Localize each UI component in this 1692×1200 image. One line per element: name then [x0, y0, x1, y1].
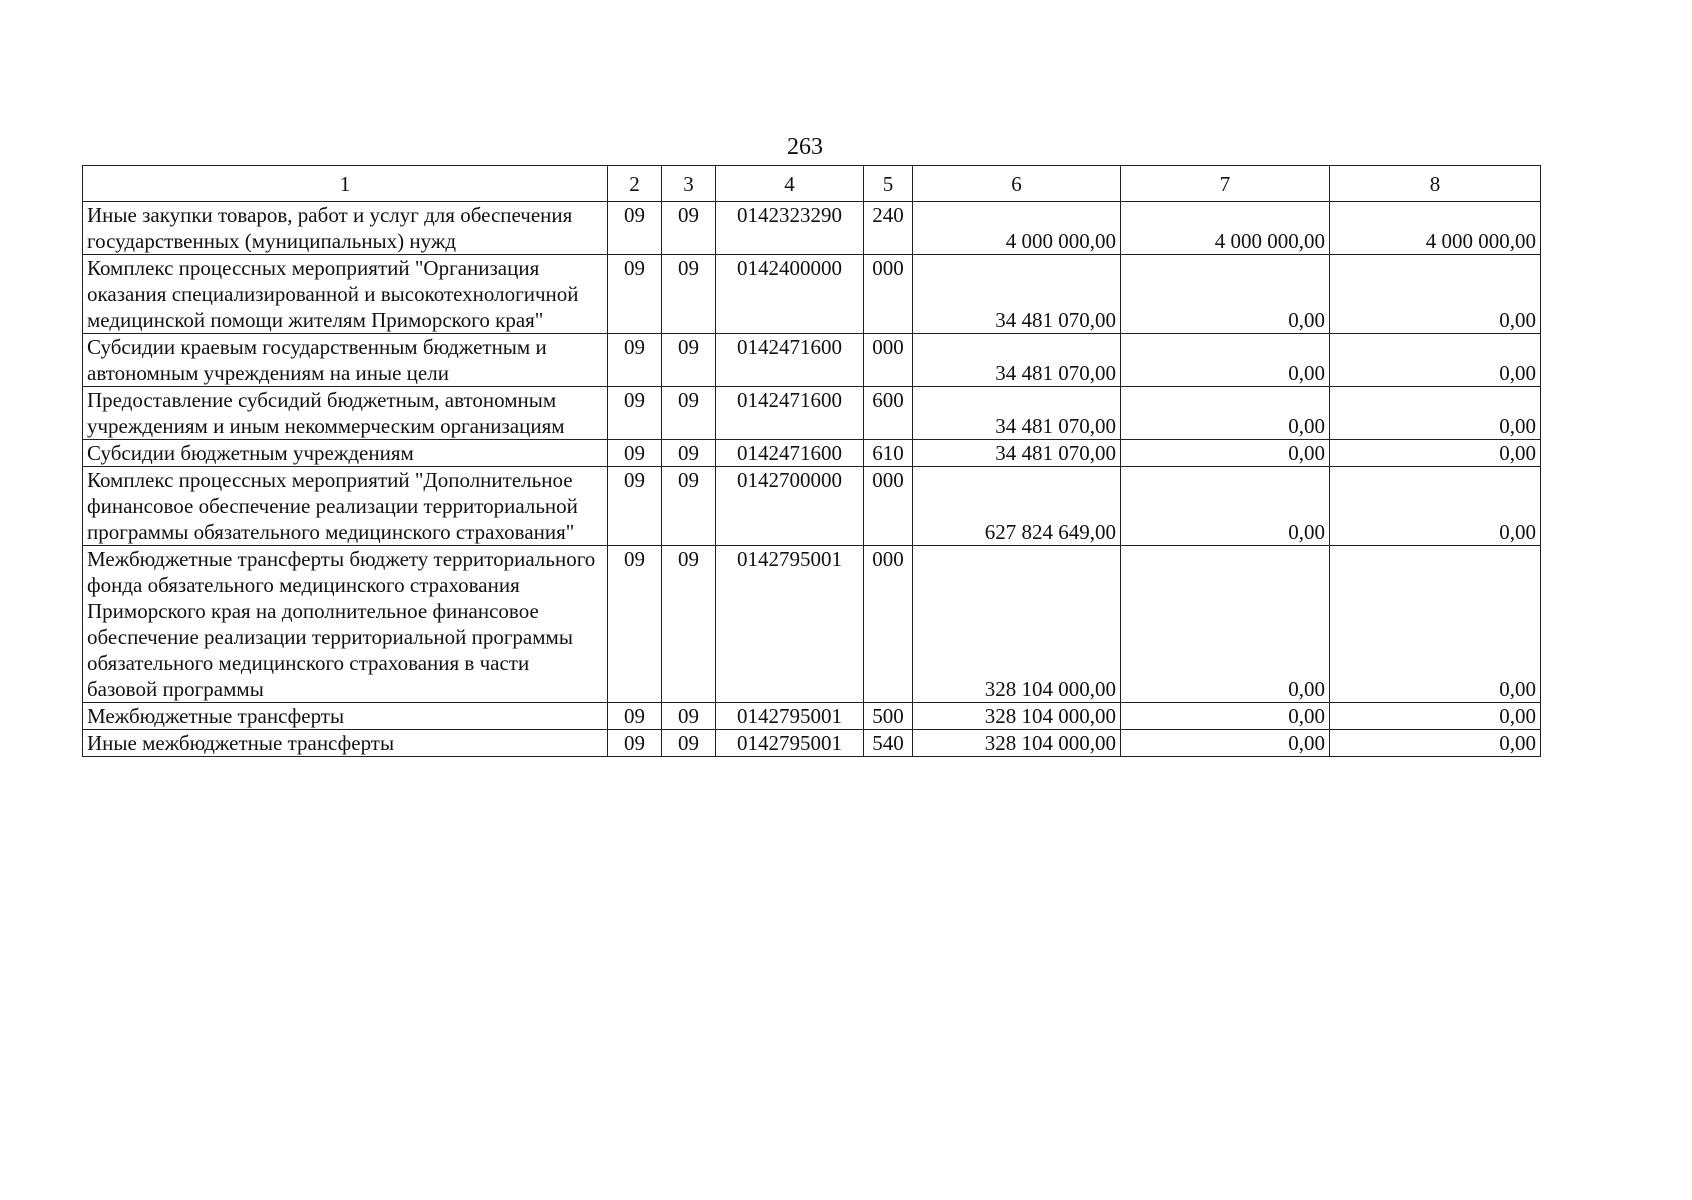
row-target-code: 0142400000 [716, 255, 864, 334]
table-row [83, 467, 1541, 546]
row-amount-col7: 4 000 000,00 [1121, 202, 1330, 255]
column-header: 3 [662, 166, 716, 202]
row-target-code: 0142471600 [716, 440, 864, 467]
row-subsection-code: 09 [662, 202, 716, 255]
row-subsection-code: 09 [662, 255, 716, 334]
row-subsection-code: 09 [662, 546, 716, 703]
row-target-code: 0142700000 [716, 467, 864, 546]
row-expense-type-code: 000 [864, 546, 913, 703]
row-amount-col7: 0,00 [1121, 440, 1330, 467]
row-name: Иные межбюджетные трансферты [83, 730, 608, 757]
table-header-row [83, 166, 1541, 202]
table-row [83, 255, 1541, 334]
row-target-code: 0142795001 [716, 730, 864, 757]
column-header: 8 [1330, 166, 1541, 202]
row-amount-col6: 328 104 000,00 [913, 546, 1121, 703]
row-name: Предоставление субсидий бюджетным, автономным учреждениям и иным некоммерческим организациям [83, 387, 608, 440]
row-amount-col6: 34 481 070,00 [913, 440, 1121, 467]
row-name: Комплекс процессных мероприятий "Дополнительное финансовое обеспечение реализации территориальной программы обязательного медицинского страхования" [83, 467, 608, 546]
row-amount-col8: 0,00 [1330, 440, 1541, 467]
row-amount-col8: 0,00 [1330, 546, 1541, 703]
row-target-code: 0142471600 [716, 334, 864, 387]
row-amount-col8: 0,00 [1330, 467, 1541, 546]
table-row [83, 440, 1541, 467]
column-header: 2 [608, 166, 662, 202]
row-amount-col7: 0,00 [1121, 703, 1330, 730]
row-name: Комплекс процессных мероприятий "Организация оказания специализированной и высокотехнологичной медицинской помощи жителям Приморского края" [83, 255, 608, 334]
row-name: Межбюджетные трансферты [83, 703, 608, 730]
row-expense-type-code: 000 [864, 334, 913, 387]
row-amount-col7: 0,00 [1121, 467, 1330, 546]
table-row [83, 334, 1541, 387]
row-expense-type-code: 240 [864, 202, 913, 255]
row-amount-col7: 0,00 [1121, 334, 1330, 387]
row-name: Иные закупки товаров, работ и услуг для обеспечения государственных (муниципальных) нужд [83, 202, 608, 255]
row-section-code: 09 [608, 703, 662, 730]
row-section-code: 09 [608, 546, 662, 703]
row-amount-col6: 4 000 000,00 [913, 202, 1121, 255]
row-amount-col6: 34 481 070,00 [913, 387, 1121, 440]
row-amount-col7: 0,00 [1121, 546, 1330, 703]
row-amount-col8: 0,00 [1330, 387, 1541, 440]
row-subsection-code: 09 [662, 703, 716, 730]
column-header: 6 [913, 166, 1121, 202]
table-row [83, 387, 1541, 440]
row-amount-col6: 328 104 000,00 [913, 730, 1121, 757]
row-expense-type-code: 500 [864, 703, 913, 730]
column-header: 5 [864, 166, 913, 202]
row-section-code: 09 [608, 467, 662, 546]
row-target-code: 0142795001 [716, 703, 864, 730]
page-number: 263 [787, 134, 823, 160]
table-row [83, 730, 1541, 757]
column-header: 7 [1121, 166, 1330, 202]
row-expense-type-code: 000 [864, 255, 913, 334]
table-row [83, 202, 1541, 255]
row-target-code: 0142323290 [716, 202, 864, 255]
row-section-code: 09 [608, 730, 662, 757]
row-amount-col6: 328 104 000,00 [913, 703, 1121, 730]
row-amount-col6: 34 481 070,00 [913, 255, 1121, 334]
row-amount-col6: 627 824 649,00 [913, 467, 1121, 546]
row-target-code: 0142795001 [716, 546, 864, 703]
column-header: 1 [83, 166, 608, 202]
row-amount-col8: 0,00 [1330, 255, 1541, 334]
row-section-code: 09 [608, 334, 662, 387]
row-subsection-code: 09 [662, 730, 716, 757]
row-section-code: 09 [608, 255, 662, 334]
row-amount-col7: 0,00 [1121, 730, 1330, 757]
row-section-code: 09 [608, 202, 662, 255]
row-amount-col7: 0,00 [1121, 387, 1330, 440]
row-expense-type-code: 000 [864, 467, 913, 546]
row-subsection-code: 09 [662, 467, 716, 546]
row-name: Межбюджетные трансферты бюджету территориального фонда обязательного медицинского страхования Приморского края на дополнительное финансовое обеспечение реализации территориальной программы обязательного медицинского страхования в части базовой программы [83, 546, 608, 703]
row-amount-col8: 0,00 [1330, 730, 1541, 757]
row-amount-col8: 4 000 000,00 [1330, 202, 1541, 255]
row-expense-type-code: 610 [864, 440, 913, 467]
table-row [83, 546, 1541, 703]
row-subsection-code: 09 [662, 387, 716, 440]
row-section-code: 09 [608, 387, 662, 440]
row-subsection-code: 09 [662, 334, 716, 387]
table-body [83, 166, 1541, 757]
row-name: Субсидии бюджетным учреждениям [83, 440, 608, 467]
row-expense-type-code: 540 [864, 730, 913, 757]
budget-table [82, 165, 1541, 757]
row-amount-col6: 34 481 070,00 [913, 334, 1121, 387]
column-header: 4 [716, 166, 864, 202]
row-amount-col8: 0,00 [1330, 703, 1541, 730]
row-name: Субсидии краевым государственным бюджетным и автономным учреждениям на иные цели [83, 334, 608, 387]
row-target-code: 0142471600 [716, 387, 864, 440]
table-row [83, 703, 1541, 730]
row-expense-type-code: 600 [864, 387, 913, 440]
row-amount-col8: 0,00 [1330, 334, 1541, 387]
row-amount-col7: 0,00 [1121, 255, 1330, 334]
row-section-code: 09 [608, 440, 662, 467]
row-subsection-code: 09 [662, 440, 716, 467]
